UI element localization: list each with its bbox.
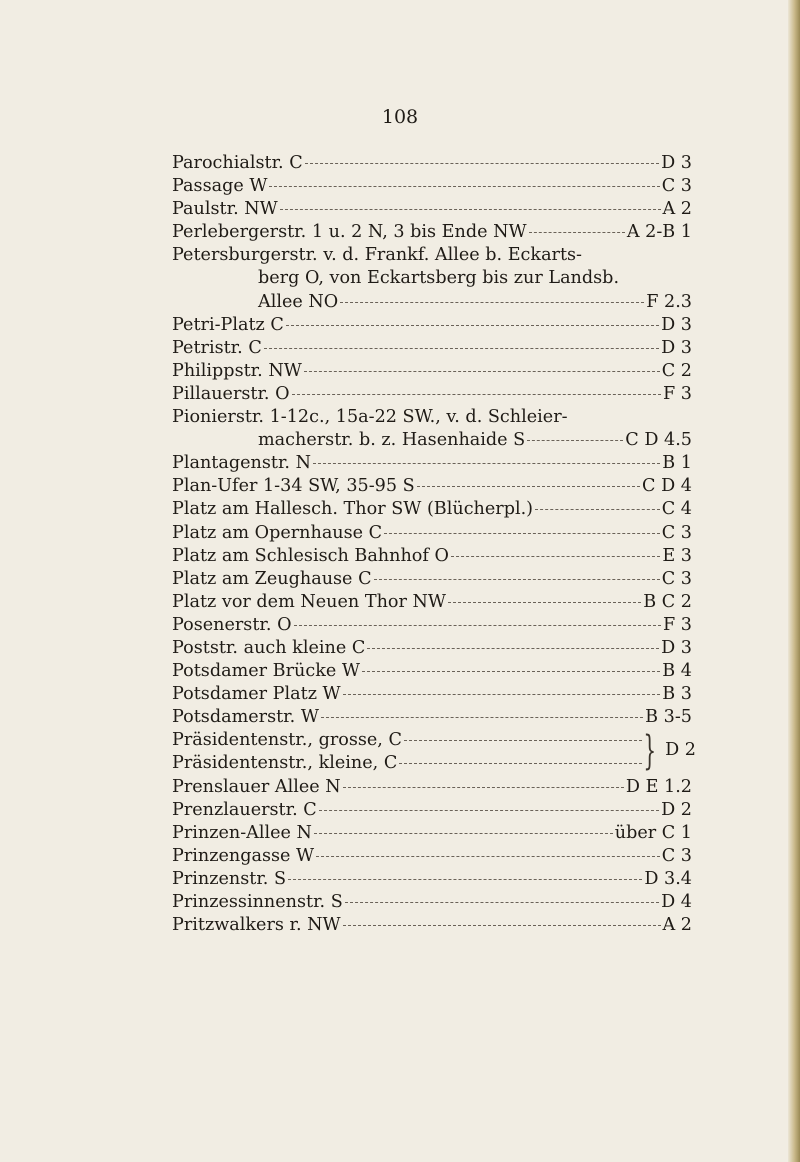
dot-leader xyxy=(340,302,644,303)
dot-leader xyxy=(313,463,660,464)
grid-ref: C 4 xyxy=(661,499,692,520)
street-index xyxy=(172,152,696,937)
grid-ref: D 4 xyxy=(661,892,692,912)
page-number: 108 xyxy=(381,106,419,128)
grid-ref: D 2 xyxy=(665,740,696,761)
index-entry xyxy=(172,406,692,429)
dot-leader xyxy=(384,533,660,534)
entry-name: Präsidentenstr., grosse, C xyxy=(172,730,402,751)
entry-name: Allee NO xyxy=(258,291,339,312)
index-entry xyxy=(172,591,692,614)
entry-name: Petersburgerstr. v. d. Frankf. Allee b. Eckarts- xyxy=(172,245,583,266)
dot-leader xyxy=(529,232,625,233)
index-entry xyxy=(172,614,692,637)
dot-leader xyxy=(417,486,640,487)
entry-name: Prinzessinnenstr. S xyxy=(172,892,343,912)
grid-ref: D 3 xyxy=(661,314,692,335)
grid-ref: D 3 xyxy=(661,637,692,658)
dot-leader xyxy=(345,902,659,903)
dot-leader xyxy=(451,556,660,557)
dot-leader xyxy=(399,763,642,764)
entry-name: Pritzwalkers r. NW xyxy=(172,915,341,936)
entry-name: Perlebergerstr. 1 u. 2 N, 3 bis Ende NW xyxy=(172,222,527,243)
dot-leader xyxy=(292,394,661,395)
dot-leader xyxy=(319,810,659,811)
entry-name: Poststr. auch kleine C xyxy=(172,637,366,658)
brace-group xyxy=(172,728,696,775)
index-entry xyxy=(172,891,692,914)
dot-leader xyxy=(294,625,662,626)
grid-ref: B 1 xyxy=(662,453,692,474)
index-entry xyxy=(172,637,692,660)
dot-leader xyxy=(362,671,660,672)
entry-name: Posenerstr. O xyxy=(172,614,292,635)
grid-ref: B 3-5 xyxy=(645,707,692,728)
dot-leader xyxy=(269,186,659,187)
dot-leader xyxy=(305,163,659,164)
index-entry xyxy=(172,660,692,683)
grid-ref: C 3 xyxy=(661,176,692,197)
dot-leader xyxy=(288,879,642,880)
entry-name: Prinzen-Allee N xyxy=(172,822,312,843)
index-entry xyxy=(172,752,692,775)
grid-ref: D 3.4 xyxy=(644,868,692,889)
index-entry xyxy=(172,221,692,244)
page-edge xyxy=(788,0,800,1162)
entry-name: Philippstr. NW xyxy=(172,360,302,381)
dot-leader xyxy=(286,325,659,326)
index-entry xyxy=(172,360,692,383)
entry-name: Präsidentenstr., kleine, C xyxy=(172,753,398,774)
grid-ref: C 3 xyxy=(661,568,692,589)
index-entry xyxy=(172,522,692,545)
grid-ref: C 2 xyxy=(661,360,692,381)
entry-name: Pillauerstr. O xyxy=(172,383,290,404)
index-entry-continuation xyxy=(172,429,692,452)
index-entry xyxy=(172,776,692,799)
index-entry xyxy=(172,337,692,360)
entry-name: Potsdamer Platz W xyxy=(172,684,341,705)
entry-name: Potsdamerstr. W xyxy=(172,707,319,728)
index-entry xyxy=(172,498,692,521)
index-entry xyxy=(172,314,692,337)
entry-name: Prinzengasse W xyxy=(172,845,315,866)
index-entry xyxy=(172,152,692,175)
dot-leader xyxy=(367,648,659,649)
index-entry xyxy=(172,568,692,591)
index-entry xyxy=(172,868,692,891)
grid-ref: B 4 xyxy=(662,661,692,682)
grid-ref: D E 1.2 xyxy=(625,776,692,797)
entry-name: Petristr. C xyxy=(172,337,262,358)
index-entry xyxy=(172,244,692,267)
dot-leader xyxy=(280,209,661,210)
dot-leader xyxy=(404,740,642,741)
index-entry xyxy=(172,799,692,822)
entry-name: Pionierstr. 1-12c., 15a-22 SW., v. d. Schleier- xyxy=(172,407,568,428)
dot-leader xyxy=(448,602,641,603)
grid-ref: D 2 xyxy=(661,799,692,820)
dot-leader xyxy=(343,694,661,695)
grid-ref: über C 1 xyxy=(614,822,692,843)
index-entry xyxy=(172,383,692,406)
grid-ref: F 3 xyxy=(663,614,692,635)
entry-name: Paulstr. NW xyxy=(172,199,278,220)
grid-ref: F 2.3 xyxy=(646,291,692,312)
entry-name: Platz am Zeughause C xyxy=(172,568,372,589)
dot-leader xyxy=(374,579,660,580)
grid-ref: C 3 xyxy=(661,522,692,543)
grid-ref: B C 2 xyxy=(643,591,692,612)
grid-ref: C D 4.5 xyxy=(625,430,692,451)
index-entry xyxy=(172,729,692,752)
grid-ref: C D 4 xyxy=(642,476,692,497)
index-entry-continuation xyxy=(172,267,692,290)
entry-name: Plan-Ufer 1-34 SW, 35-95 S xyxy=(172,476,415,497)
entry-name: Platz vor dem Neuen Thor NW xyxy=(172,591,446,612)
index-entry xyxy=(172,706,692,729)
entry-name: macherstr. b. z. Hasenhaide S xyxy=(258,430,526,451)
dot-leader xyxy=(535,509,660,510)
entry-name: Prenslauer Allee N xyxy=(172,776,341,797)
entry-name: Platz am Hallesch. Thor SW (Blücherpl.) xyxy=(172,499,534,520)
index-entry xyxy=(172,198,692,221)
dot-leader xyxy=(264,348,659,349)
entry-name: Plantagenstr. N xyxy=(172,453,312,474)
entry-name: Platz am Schlesisch Bahnhof O xyxy=(172,545,449,566)
dot-leader xyxy=(316,856,660,857)
dot-leader xyxy=(304,371,660,372)
dot-leader xyxy=(343,787,624,788)
index-entry xyxy=(172,683,692,706)
grid-ref: A 2-B 1 xyxy=(626,222,692,243)
dot-leader xyxy=(343,925,661,926)
index-entry xyxy=(172,475,692,498)
dot-leader xyxy=(314,833,613,834)
index-entry-continuation xyxy=(172,291,692,314)
index-entry xyxy=(172,175,692,198)
curly-brace: } xyxy=(642,728,656,775)
grid-ref: F 3 xyxy=(663,383,692,404)
grid-ref: C 3 xyxy=(661,845,692,866)
entry-name: Petri-Platz C xyxy=(172,314,284,335)
grid-ref: A 2 xyxy=(662,915,692,936)
entry-name: Passage W xyxy=(172,176,268,197)
entry-name: berg O, von Eckartsberg bis zur Landsb. xyxy=(258,268,620,289)
grid-ref: A 2 xyxy=(662,199,692,220)
index-entry xyxy=(172,845,692,868)
index-entry xyxy=(172,914,692,937)
index-entry xyxy=(172,822,692,845)
grid-ref: E 3 xyxy=(662,545,692,566)
index-entry xyxy=(172,545,692,568)
dot-leader xyxy=(527,440,623,441)
grid-ref: D 3 xyxy=(661,337,692,358)
dot-leader xyxy=(321,717,643,718)
grid-ref: D 3 xyxy=(661,153,692,173)
entry-name: Potsdamer Brücke W xyxy=(172,661,360,682)
entry-name: Parochialstr. C xyxy=(172,153,303,173)
entry-name: Platz am Opernhause C xyxy=(172,522,383,543)
entry-name: Prenzlauerstr. C xyxy=(172,799,317,820)
entry-name: Prinzenstr. S xyxy=(172,868,287,889)
grid-ref: B 3 xyxy=(662,684,692,705)
index-entry xyxy=(172,452,692,475)
